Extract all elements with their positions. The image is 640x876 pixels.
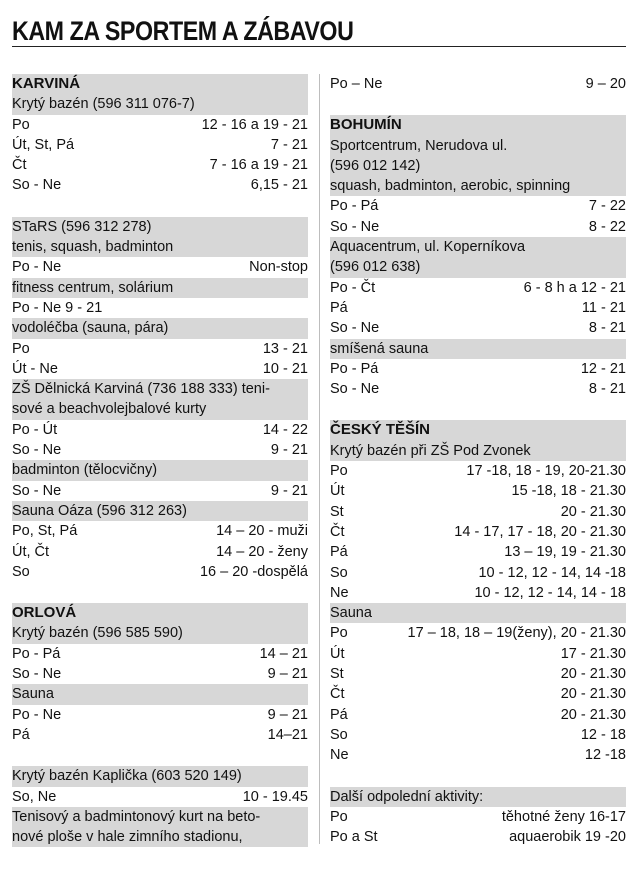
right-column [330,74,626,847]
hours-value: 9 - 21 [270,482,308,499]
schedule-row [12,521,308,541]
day-label: Po [12,340,30,357]
day-label: Út [330,645,345,662]
hours-value: aquaerobik 19 -20 [509,829,626,846]
venue-line [12,237,308,257]
hours-value: 12 -18 [584,747,626,764]
schedule-row [12,420,308,440]
venue-line [12,94,308,114]
venue-line [12,460,308,480]
schedule-row [12,562,308,582]
venue-line [12,623,308,643]
schedule-row [330,745,626,765]
hours-value: 6,15 - 21 [250,177,308,194]
line-text: badminton (tělocvičny) [12,462,158,479]
line-text: (596 012 142) [330,157,421,174]
venue-line [330,257,626,277]
day-label: Ne [330,584,349,601]
schedule-row [330,74,626,94]
hours-value: 7 - 22 [588,198,626,215]
line-text: Krytý bazén Kaplička (603 520 149) [12,768,242,785]
schedule-row [12,155,308,175]
hours-value: 10 - 12, 12 - 14, 14 - 18 [474,584,626,601]
day-label: Po a St [330,829,378,846]
line-text: Tenisový a badmintonový kurt na beto- [12,808,261,825]
line-text: Krytý bazén (596 311 076-7) [12,96,195,113]
schedule-row [12,481,308,501]
day-label: Pá [330,544,348,561]
hours-value: 20 - 21.30 [560,686,626,703]
schedule-row [12,440,308,460]
venue-line [330,156,626,176]
day-label: Po - Pá [330,360,379,377]
venue-line [12,684,308,704]
venue-line [330,787,626,807]
hours-value: 9 – 20 [585,76,626,92]
line-text: nové ploše v hale zimního stadionu, [12,829,243,846]
day-label: Ne [330,747,349,764]
line-text: Další odpolední aktivity: [330,788,484,805]
schedule-row [330,644,626,664]
hours-value: Non-stop [249,259,308,276]
venue-line [12,318,308,338]
hours-value: 8 - 22 [588,218,626,235]
day-label: So [12,563,30,580]
line-text: ZŠ Dělnická Karviná (736 188 333) teni- [12,381,270,398]
schedule-row [12,787,308,807]
schedule-row [330,359,626,379]
hours-value: 20 - 21.30 [560,666,626,683]
line-text: squash, badminton, aerobic, spinning [330,178,571,195]
day-label: So - Ne [12,177,62,194]
schedule-row [330,725,626,745]
line-text: KARVINÁ [12,75,81,92]
venue-line [330,339,626,359]
day-label: Út, Čt [12,543,50,560]
line-text: (596 012 638) [330,259,421,276]
schedule-row [12,175,308,195]
venue-line [12,807,308,827]
spacer [330,766,626,787]
day-label: So - Ne [12,442,62,459]
day-label: So - Ne [330,218,380,235]
schedule-row [330,379,626,399]
schedule-row [330,298,626,318]
line-text: Sauna [330,605,372,622]
schedule-row [12,115,308,135]
venue-line [12,379,308,399]
schedule-row [330,196,626,216]
hours-value: 14 - 22 [262,421,308,438]
venue-line [12,278,308,298]
schedule-row [330,705,626,725]
schedule-row [12,644,308,664]
venue-line [12,766,308,786]
city-heading [330,115,626,135]
schedule-row [330,481,626,501]
hours-value: 20 - 21.30 [560,503,626,520]
line-text: Sportcentrum, Nerudova ul. [330,137,508,154]
schedule-row [330,318,626,338]
venue-line [330,441,626,461]
column-divider [319,74,320,844]
line-text: tenis, squash, badminton [12,239,174,256]
schedule-row [12,705,308,725]
schedule-row [12,339,308,359]
day-label: Út [330,483,345,500]
hours-value: 14 - 17, 17 - 18, 20 - 21.30 [454,523,626,540]
schedule-row [330,583,626,603]
day-label: St [330,666,344,683]
line-text: Krytý bazén při ZŠ Pod Zvonek [330,442,531,459]
day-label: Po – Ne [330,76,383,92]
schedule-row [330,522,626,542]
hours-value: 13 - 21 [262,340,308,357]
line-text: smíšená sauna [330,340,429,357]
line-text: Aquacentrum, ul. Koperníkova [330,239,526,256]
hours-value: 12 - 16 a 19 - 21 [201,116,308,133]
day-label: So - Ne [12,666,62,683]
day-label: So - Ne [12,482,62,499]
hours-value: 20 - 21.30 [560,706,626,723]
hours-value: 11 - 21 [581,299,626,316]
city-heading [12,603,308,623]
line-text: sové a beachvolejbalové kurty [12,401,207,418]
spacer [330,399,626,420]
line-text: Po - Ne 9 - 21 [12,299,103,316]
line-text: vodoléčba (sauna, pára) [12,320,169,337]
day-label: Út, St, Pá [12,136,75,153]
schedule-row [330,217,626,237]
spacer [12,582,308,603]
venue-line [12,217,308,237]
hours-value: 14 – 20 - muži [216,523,308,540]
hours-value: 14–21 [267,726,308,743]
day-label: Po, St, Pá [12,523,78,540]
spacer [330,94,626,115]
hours-value: 7 - 16 a 19 - 21 [209,157,308,174]
schedule-row [330,827,626,847]
schedule-row [12,359,308,379]
line-text: BOHUMÍN [330,116,402,134]
hours-value: 9 – 21 [267,666,308,683]
hours-value: 8 - 21 [588,381,626,398]
day-label: Po - Pá [12,645,61,662]
schedule-row [330,278,626,298]
schedule-row [330,563,626,583]
day-label: Čt [330,686,345,703]
line-text: Sauna Oáza (596 312 263) [12,502,187,519]
day-label: Pá [12,726,30,743]
schedule-row [330,664,626,684]
day-label: Po [330,625,348,642]
hours-value: 17 – 18, 18 – 19(ženy), 20 - 21.30 [407,625,626,642]
schedule-row [12,725,308,745]
hours-value: 9 – 21 [267,706,308,723]
hours-value: těhotné ženy 16-17 [501,808,626,825]
hours-value: 9 - 21 [270,442,308,459]
day-label: So - Ne [330,320,380,337]
hours-value: 13 – 19, 19 - 21.30 [504,544,626,561]
line-text: ORLOVÁ [12,604,77,622]
schedule-row [330,684,626,704]
day-label: So, Ne [12,788,57,805]
city-heading [330,420,626,440]
day-label: Po - Ne [12,706,62,723]
schedule-row [330,807,626,827]
venue-line [330,237,626,257]
hours-value: 12 - 21 [580,360,626,377]
venue-line [330,603,626,623]
hours-value: 14 – 21 [259,645,308,662]
hours-value: 8 - 21 [588,320,626,337]
day-label: So [330,726,348,743]
schedule-row [12,257,308,277]
hours-value: 10 - 21 [262,360,308,377]
line-text: Sauna [12,686,54,703]
day-label: Pá [330,706,348,723]
hours-value: 6 - 8 h a 12 - 21 [523,279,626,296]
line-text: ČESKÝ TĚŠÍN [330,421,431,439]
day-label: Pá [330,299,348,316]
left-column [12,74,308,847]
spacer [12,745,308,766]
schedule-row [330,502,626,522]
venue-line [330,136,626,156]
schedule-row [12,542,308,562]
venue-line [12,501,308,521]
hours-value: 17 -18, 18 - 19, 20-21.30 [466,463,626,480]
schedule-text [12,298,308,318]
hours-value: 16 – 20 -dospělá [199,563,308,580]
schedule-row [12,664,308,684]
day-label: St [330,503,344,520]
hours-value: 15 -18, 18 - 21.30 [511,483,626,500]
day-label: So - Ne [330,381,380,398]
schedule-row [330,461,626,481]
day-label: Po - Čt [330,279,376,296]
schedule-row [330,542,626,562]
venue-line [12,827,308,847]
day-label: Út - Ne [12,360,58,377]
day-label: Po [12,116,30,133]
day-label: Po - Pá [330,198,379,215]
hours-value: 10 - 19.45 [242,788,308,805]
hours-value: 7 - 21 [270,136,308,153]
day-label: Po [330,808,348,825]
day-label: Čt [330,523,345,540]
page-title: KAM ZA SPORTEM A ZÁBAVOU [12,16,354,46]
spacer [12,196,308,217]
title-rule [12,46,626,47]
schedule-row [12,135,308,155]
day-label: Po - Út [12,421,58,438]
day-label: So [330,564,348,581]
line-text: fitness centrum, solárium [12,279,174,296]
line-text: Krytý bazén (596 585 590) [12,625,183,642]
venue-line [12,399,308,419]
day-label: Po - Ne [12,259,62,276]
hours-value: 14 – 20 - ženy [216,543,308,560]
day-label: Po [330,463,348,480]
line-text: STaRS (596 312 278) [12,218,152,235]
hours-value: 10 - 12, 12 - 14, 14 -18 [478,564,626,581]
city-heading [12,74,308,94]
hours-value: 12 - 18 [580,726,626,743]
hours-value: 17 - 21.30 [560,645,626,662]
day-label: Čt [12,157,27,174]
schedule-row [330,623,626,643]
venue-line [330,176,626,196]
